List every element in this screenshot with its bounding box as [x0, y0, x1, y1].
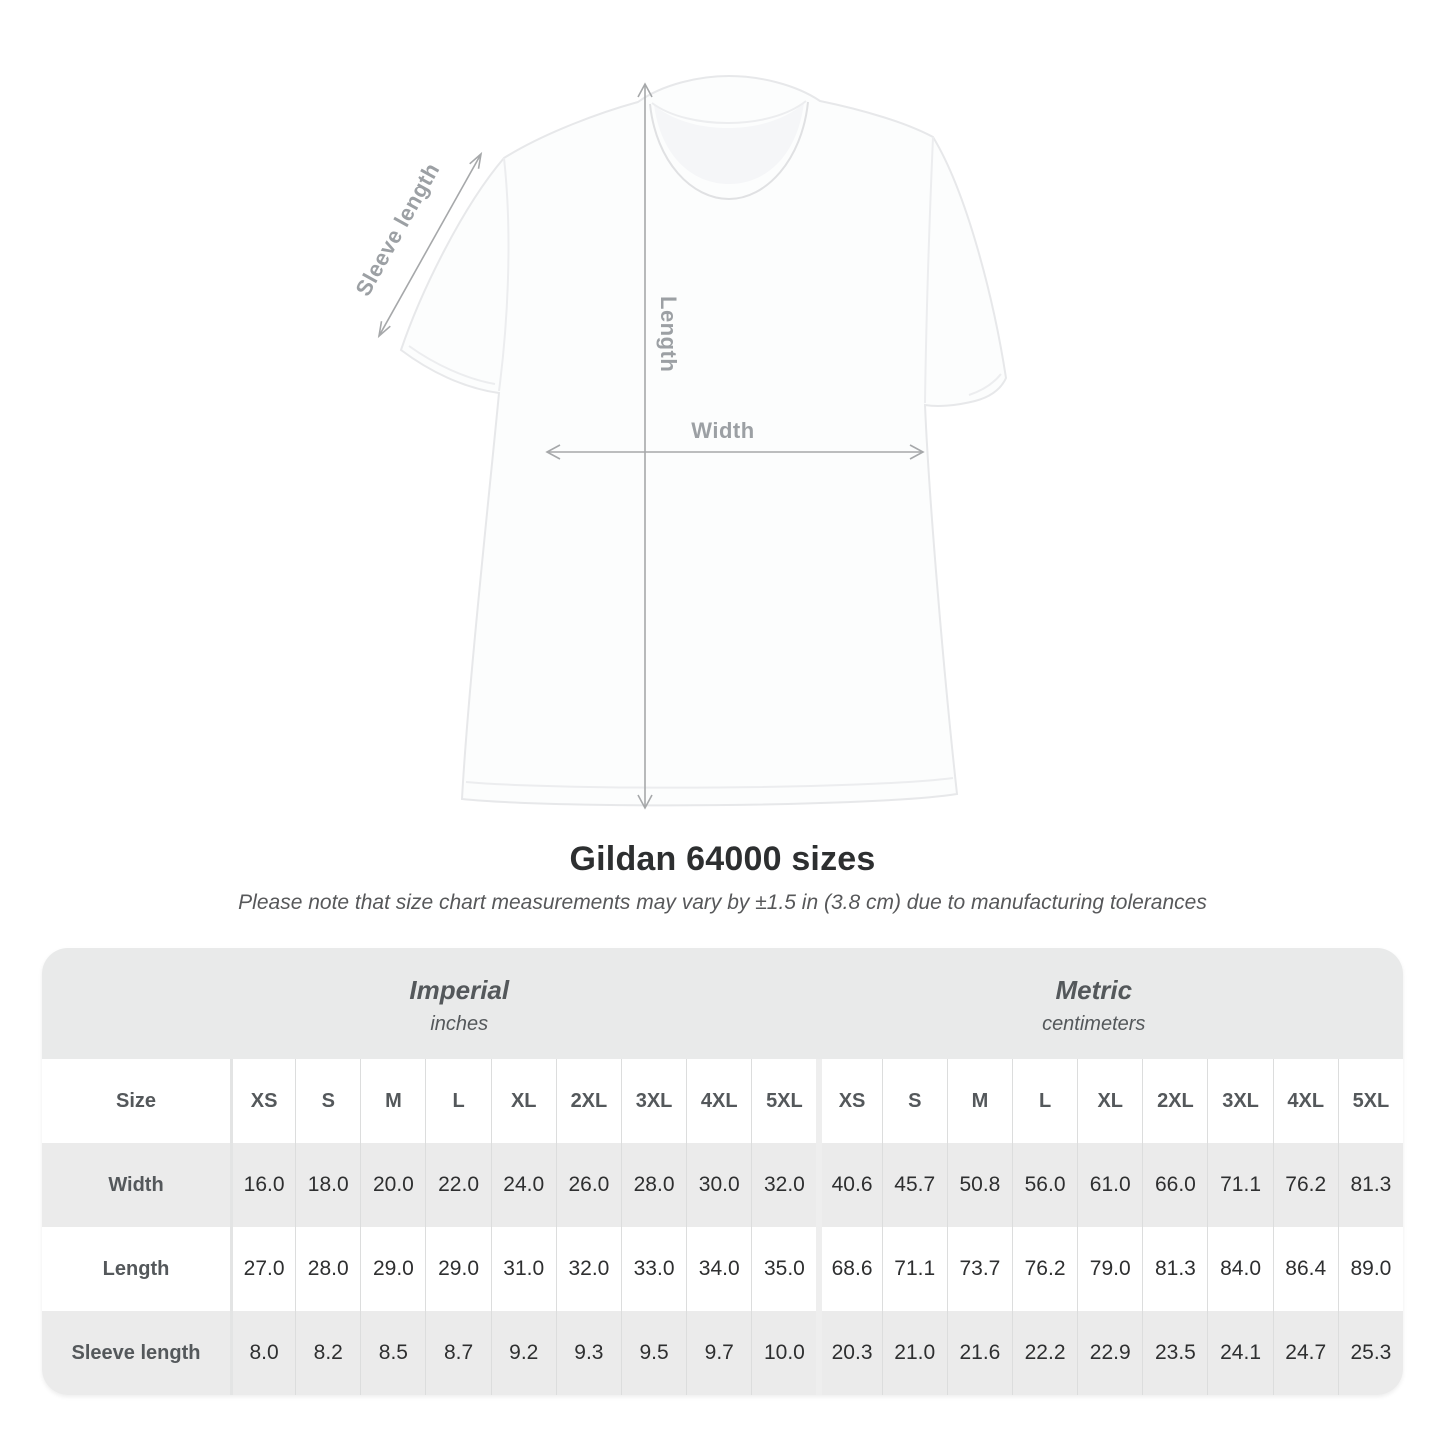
table-cell: 27.0 — [230, 1227, 295, 1311]
table-row-length — [42, 1227, 1403, 1311]
row-label-sleeve-length: Sleeve length — [71, 1341, 201, 1364]
table-cell: 84.0 — [1207, 1227, 1272, 1311]
metric-section-header — [801, 948, 1388, 1059]
table-cell: 21.0 — [882, 1311, 947, 1395]
table-cell: 33.0 — [621, 1227, 686, 1311]
table-cell: 76.2 — [1273, 1143, 1338, 1227]
table-cell: 22.2 — [1012, 1311, 1077, 1395]
table-cell: 24.1 — [1207, 1311, 1272, 1395]
table-row-width — [42, 1143, 1403, 1227]
table-cell: 40.6 — [816, 1143, 881, 1227]
size-col-header: M — [360, 1059, 425, 1143]
table-cell: 89.0 — [1338, 1227, 1403, 1311]
table-cell: 18.0 — [295, 1143, 360, 1227]
table-cell: 20.3 — [816, 1311, 881, 1395]
sleeve-length-label: Sleeve length — [350, 158, 445, 301]
table-cell: 45.7 — [882, 1143, 947, 1227]
size-col-header: 4XL — [686, 1059, 751, 1143]
imperial-section-header — [166, 948, 753, 1059]
table-cell: 20.0 — [360, 1143, 425, 1227]
size-col-header: 3XL — [1207, 1059, 1272, 1143]
table-cell: 8.7 — [425, 1311, 490, 1395]
imperial-title: Imperial — [409, 975, 510, 1005]
table-cell: 32.0 — [751, 1143, 816, 1227]
table-cell: 28.0 — [621, 1143, 686, 1227]
tolerance-note: Please note that size chart measurements may vary by ±1.5 in (3.8 cm) due to manufacturing tolerances — [238, 891, 1207, 914]
table-cell: 24.0 — [491, 1143, 556, 1227]
table-cell: 34.0 — [686, 1227, 751, 1311]
table-cell: 86.4 — [1273, 1227, 1338, 1311]
imperial-unit: inches — [430, 1013, 489, 1035]
table-cell: 9.5 — [621, 1311, 686, 1395]
table-cell: 76.2 — [1012, 1227, 1077, 1311]
table-cell: 22.0 — [425, 1143, 490, 1227]
table-cell: 9.3 — [556, 1311, 621, 1395]
table-cell: 50.8 — [947, 1143, 1012, 1227]
metric-unit: centimeters — [1042, 1013, 1146, 1035]
table-cell: 28.0 — [295, 1227, 360, 1311]
table-cell: 31.0 — [491, 1227, 556, 1311]
table-cell: 8.2 — [295, 1311, 360, 1395]
table-cell: 8.0 — [230, 1311, 295, 1395]
sleeve-arrowhead-top-icon — [470, 154, 481, 169]
table-cell: 26.0 — [556, 1143, 621, 1227]
table-cell: 81.3 — [1338, 1143, 1403, 1227]
table-cell: 71.1 — [1207, 1143, 1272, 1227]
table-cell: 35.0 — [751, 1227, 816, 1311]
table-cell: 10.0 — [751, 1311, 816, 1395]
table-cell: 9.2 — [491, 1311, 556, 1395]
table-row-sleeve-length — [42, 1311, 1403, 1395]
table-cell: 79.0 — [1077, 1227, 1142, 1311]
size-col-header: 2XL — [556, 1059, 621, 1143]
table-cell: 32.0 — [556, 1227, 621, 1311]
size-col-header: L — [425, 1059, 490, 1143]
table-cell: 66.0 — [1142, 1143, 1207, 1227]
size-col-header: 3XL — [621, 1059, 686, 1143]
size-col-header: S — [295, 1059, 360, 1143]
table-cell: 22.9 — [1077, 1311, 1142, 1395]
table-cell: 81.3 — [1142, 1227, 1207, 1311]
size-col-header: 5XL — [751, 1059, 816, 1143]
size-col-header: 5XL — [1338, 1059, 1403, 1143]
title-block — [0, 840, 1445, 915]
table-header-band — [42, 948, 1403, 1059]
size-col-header: 4XL — [1273, 1059, 1338, 1143]
row-label-length: Length — [102, 1257, 170, 1280]
table-cell: 30.0 — [686, 1143, 751, 1227]
size-col-header: XL — [1077, 1059, 1142, 1143]
row-label-width: Width — [108, 1173, 164, 1196]
table-row-sizes — [42, 1059, 1403, 1143]
size-col-header: L — [1012, 1059, 1077, 1143]
metric-title: Metric — [1055, 975, 1133, 1005]
size-col-header: 2XL — [1142, 1059, 1207, 1143]
table-cell: 56.0 — [1012, 1143, 1077, 1227]
size-col-header: XS — [816, 1059, 881, 1143]
length-label: Length — [656, 296, 681, 373]
table-cell: 29.0 — [360, 1227, 425, 1311]
size-chart-table — [42, 948, 1403, 1395]
table-cell: 25.3 — [1338, 1311, 1403, 1395]
size-col-header: M — [947, 1059, 1012, 1143]
table-cell: 21.6 — [947, 1311, 1012, 1395]
table-cell: 68.6 — [816, 1227, 881, 1311]
size-col-header: XL — [491, 1059, 556, 1143]
table-cell: 8.5 — [360, 1311, 425, 1395]
size-column-header: Size — [115, 1089, 157, 1112]
table-cell: 9.7 — [686, 1311, 751, 1395]
table-cell: 61.0 — [1077, 1143, 1142, 1227]
size-col-header: S — [882, 1059, 947, 1143]
sleeve-arrowhead-bottom-icon — [379, 321, 390, 336]
size-col-header: XS — [230, 1059, 295, 1143]
table-cell: 71.1 — [882, 1227, 947, 1311]
table-cell: 24.7 — [1273, 1311, 1338, 1395]
table-cell: 23.5 — [1142, 1311, 1207, 1395]
table-cell: 73.7 — [947, 1227, 1012, 1311]
table-cell: 29.0 — [425, 1227, 490, 1311]
page-title: Gildan 64000 sizes — [569, 840, 876, 878]
width-label: Width — [691, 418, 755, 443]
table-cell: 16.0 — [230, 1143, 295, 1227]
